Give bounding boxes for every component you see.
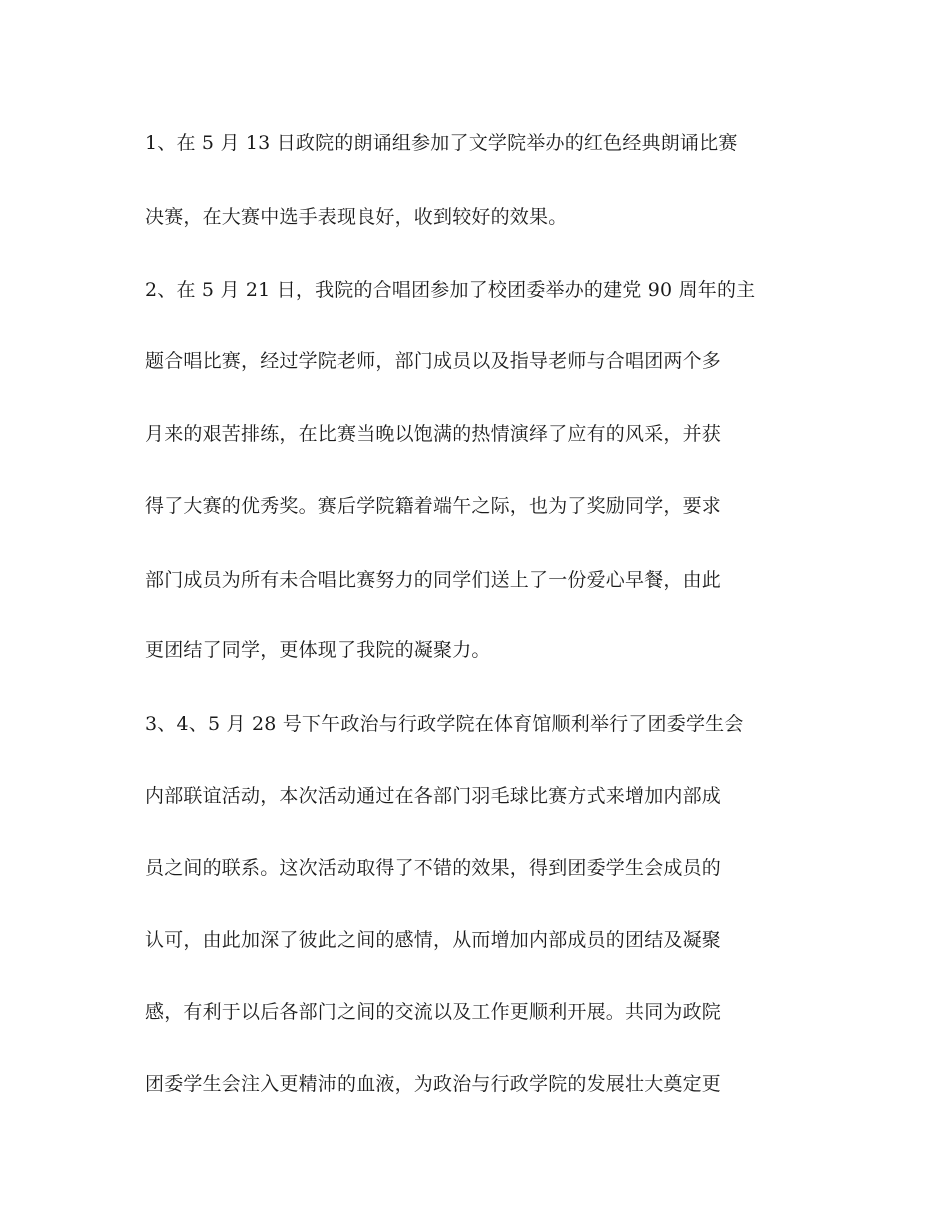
text-line-13: 感，有利于以后各部门之间的交流以及工作更顺利开展。共同为政院 xyxy=(145,1001,722,1023)
text-line-7: 部门成员为所有未合唱比赛努力的同学们送上了一份爱心早餐，由此 xyxy=(145,569,722,591)
text-line-9: 3、4、5 月 28 号下午政治与行政学院在体育馆顺利举行了团委学生会 xyxy=(145,713,744,735)
text-line-5: 月来的艰苦排练，在比赛当晚以饱满的热情演绎了应有的风采，并获 xyxy=(145,423,722,445)
text-line-2: 决赛，在大赛中选手表现良好，收到较好的效果。 xyxy=(145,206,568,228)
text-line-14: 团委学生会注入更精沛的血液，为政治与行政学院的发展壮大奠定更 xyxy=(145,1073,722,1095)
text-line-8: 更团结了同学，更体现了我院的凝聚力。 xyxy=(145,639,491,661)
text-line-3: 2、在 5 月 21 日，我院的合唱团参加了校团委举办的建党 90 周年的主 xyxy=(145,279,756,301)
text-line-1: 1、在 5 月 13 日政院的朗诵组参加了文学院举办的红色经典朗诵比赛 xyxy=(145,132,738,154)
text-line-10: 内部联谊活动，本次活动通过在各部门羽毛球比赛方式来增加内部成 xyxy=(145,785,722,807)
text-line-6: 得了大赛的优秀奖。赛后学院籍着端午之际，也为了奖励同学，要求 xyxy=(145,495,722,517)
text-line-12: 认可，由此加深了彼此之间的感情，从而增加内部成员的团结及凝聚 xyxy=(145,929,722,951)
text-line-11: 员之间的联系。这次活动取得了不错的效果，得到团委学生会成员的 xyxy=(145,857,722,879)
text-line-4: 题合唱比赛，经过学院老师，部门成员以及指导老师与合唱团两个多 xyxy=(145,350,722,372)
